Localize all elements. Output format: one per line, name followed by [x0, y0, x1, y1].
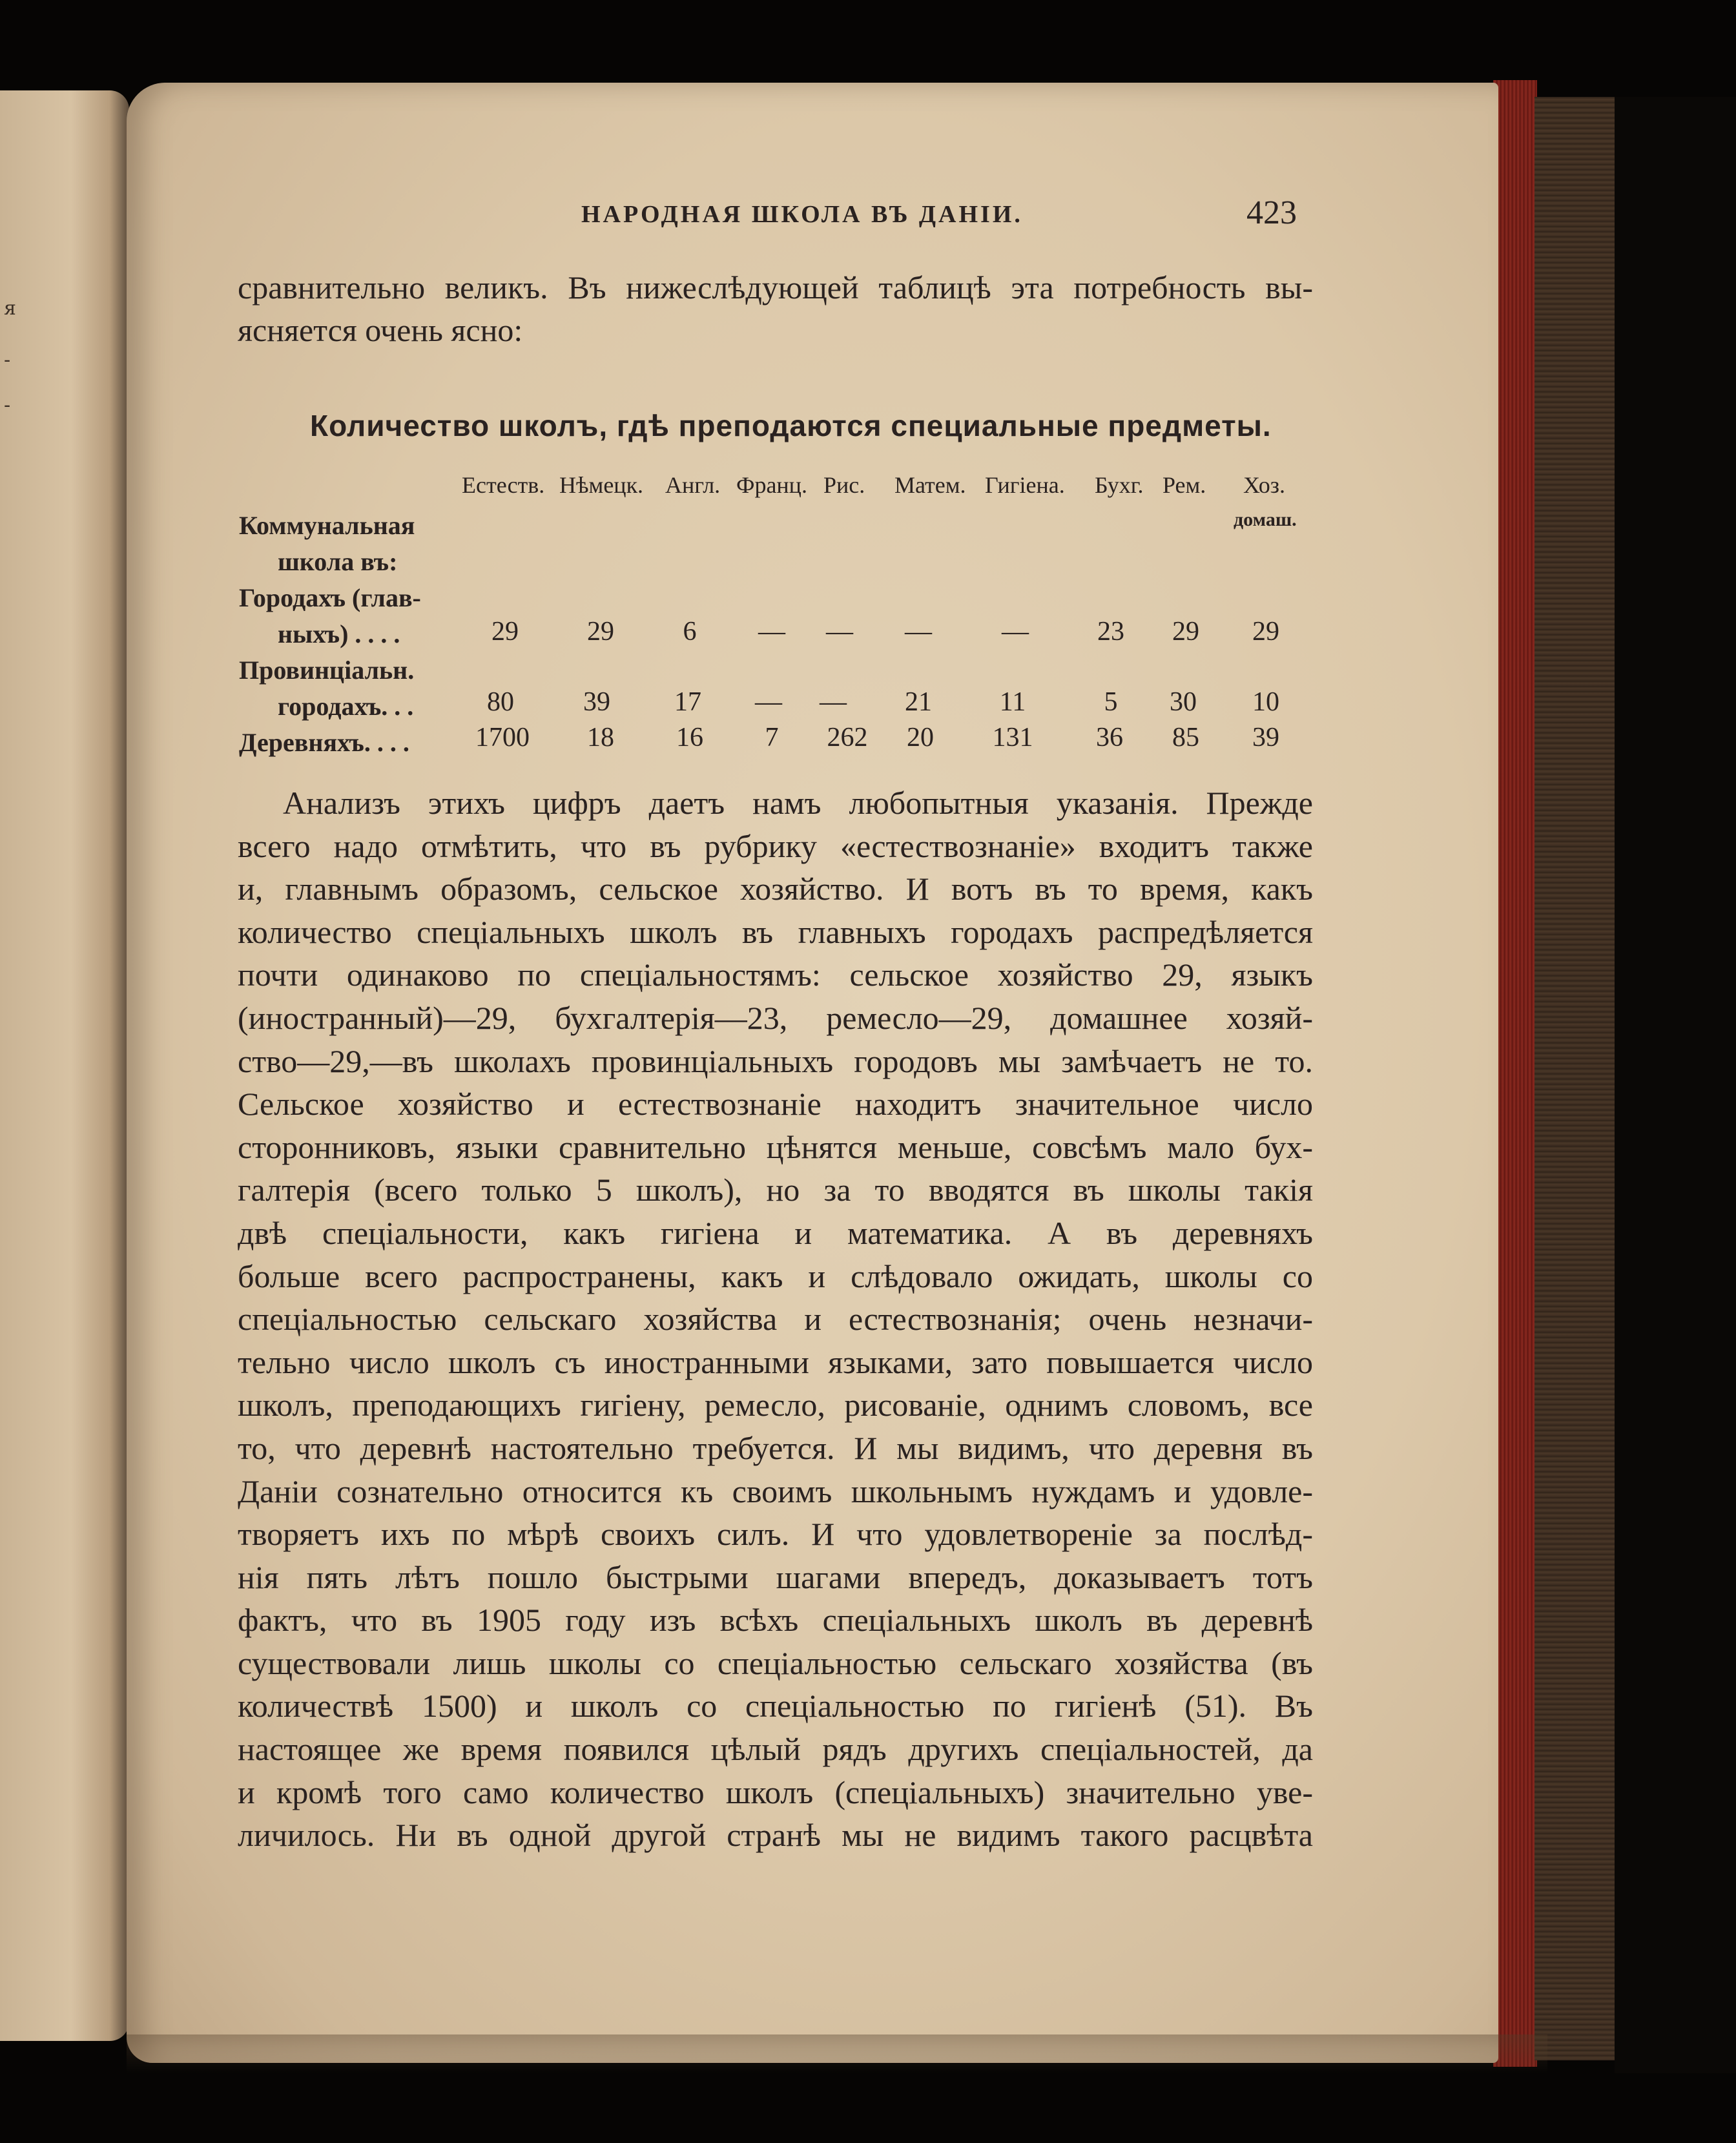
text-line: существовали лишь школы со спеціальностью сельскаго хозяйства (въ: [238, 1644, 1313, 1681]
text-line: ство—29,—въ школахъ провинціальныхъ городовъ мы замѣчаетъ не то.: [238, 1042, 1313, 1079]
table-cell: 18: [587, 723, 614, 752]
left-page-mark: я: [4, 297, 16, 320]
row-label: Провинціальн.: [239, 656, 415, 685]
book-spine: [1534, 97, 1618, 2060]
table-cell: 29: [491, 617, 519, 647]
column-header: Рем.: [1162, 472, 1206, 498]
table-cell: 11: [999, 687, 1026, 717]
table-cell: —: [1002, 617, 1029, 647]
text-line: всего надо отмѣтить, что въ рубрику «естествознаніе» входитъ также: [238, 827, 1313, 864]
row-label: Городахъ (глав-: [239, 583, 421, 612]
table-cell: 5: [1104, 687, 1118, 717]
table-cell: 20: [907, 723, 934, 752]
table-cell: —: [905, 617, 932, 647]
text-line: (иностранный)—29, бухгалтерія—23, ремесло—29, домашнее хозяй-: [238, 999, 1313, 1036]
text-line: творяетъ ихъ по мѣрѣ своихъ силъ. И что удовлетвореніе за послѣд-: [238, 1516, 1313, 1553]
text-line: сравнительно великъ. Въ нижеслѣдующей таблицѣ эта потребность вы-: [238, 269, 1313, 305]
table-cell: —: [758, 617, 785, 647]
table-cell: —: [820, 687, 847, 717]
column-header: Англ.: [665, 472, 721, 498]
table-cell: 39: [583, 687, 610, 717]
intro-paragraph: [238, 266, 1313, 351]
table-cell: —: [826, 617, 853, 647]
background-dark: [1615, 97, 1736, 2073]
table-cell: 23: [1097, 617, 1124, 647]
page-edges: [1493, 80, 1537, 2067]
text-line: фактъ, что въ 1905 году изъ всѣхъ спеціальныхъ школъ въ деревнѣ: [238, 1602, 1313, 1639]
text-line: галтерія (всего только 5 школъ), но за то вводятся въ школы такія: [238, 1172, 1313, 1208]
table-cell: 131: [992, 723, 1033, 752]
table-cell: 29: [587, 617, 614, 647]
column-header: Франц.: [736, 472, 807, 498]
row-label: городахъ. . .: [278, 692, 414, 721]
table-cell: 10: [1252, 687, 1279, 717]
table-cell: 17: [674, 687, 701, 717]
column-header: Матем.: [894, 472, 966, 498]
table-cell: 6: [683, 617, 697, 647]
table-cell: 80: [487, 687, 514, 717]
column-header: Хоз.: [1243, 472, 1285, 498]
stub-header: Коммунальная: [239, 511, 415, 540]
left-page-mark: -: [4, 394, 11, 417]
text-line: и, главнымъ образомъ, сельское хозяйство. И вотъ въ то время, какъ: [238, 871, 1313, 907]
text-line: настоящее же время появился цѣлый рядъ другихъ спеціальностей, да: [238, 1731, 1313, 1768]
column-header: Естеств.: [462, 472, 545, 498]
column-header: Бухг.: [1095, 472, 1144, 498]
text-line: Даніи сознательно относится къ своимъ школьнымъ нуждамъ и удовле-: [238, 1473, 1313, 1509]
table-cell: 1700: [475, 723, 530, 752]
page-bottom-shadow: [127, 2034, 1547, 2073]
table-cell: 36: [1096, 723, 1123, 752]
text-line: спеціальностью сельскаго хозяйства и естествознанія; очень незначи-: [238, 1301, 1313, 1338]
table-cell: 7: [765, 723, 779, 752]
table-title: Количество школъ, гдѣ преподаются специальные предметы.: [310, 409, 1272, 442]
column-header: Нѣмецк.: [559, 472, 644, 498]
row-label: ныхъ) . . . .: [278, 619, 400, 648]
text-line: то, что деревнѣ настоятельно требуется. И мы видимъ, что деревня въ: [238, 1429, 1313, 1466]
text-line: двѣ спеціальности, какъ гигіена и математика. А въ деревняхъ: [238, 1214, 1313, 1251]
text-line: личилось. Ни въ одной другой странѣ мы не видимъ такого расцвѣта: [238, 1817, 1313, 1854]
text-line: сторонниковъ, языки сравнительно цѣнятся меньше, совсѣмъ мало бух-: [238, 1128, 1313, 1165]
table-cell: 29: [1172, 617, 1199, 647]
table-cell: 21: [905, 687, 932, 717]
text-line: и кромѣ того само количество школъ (спеціальныхъ) значительно уве-: [238, 1774, 1313, 1810]
table-cell: 16: [676, 723, 703, 752]
stub-header: школа въ:: [278, 547, 398, 576]
text-line: нія пять лѣтъ пошло быстрыми шагами впередъ, доказываетъ тотъ: [238, 1558, 1313, 1595]
table-cell: —: [755, 687, 782, 717]
page-number: 423: [1246, 194, 1297, 231]
text-line: Сельское хозяйство и естествознаніе находитъ значительное число: [238, 1086, 1313, 1123]
text-line: почти одинаково по спеціальностямъ: сельское хозяйство 29, языкъ: [238, 957, 1313, 993]
column-header: Гигіена.: [985, 472, 1065, 498]
text-line: ясняется очень ясно:: [238, 312, 523, 348]
previous-page-fragment: [0, 90, 129, 2041]
text-line: школъ, преподающихъ гигіену, ремесло, рисованіе, однимъ словомъ, все: [238, 1387, 1313, 1423]
column-header: Рис.: [823, 472, 865, 498]
text-line: количествѣ 1500) и школъ со спеціальностью по гигіенѣ (51). Въ: [238, 1688, 1313, 1724]
table-cell: 85: [1172, 723, 1199, 752]
body-paragraph: [238, 782, 1313, 1857]
table-cell: 39: [1252, 723, 1279, 752]
table-cell: 262: [827, 723, 868, 752]
table-cell: 30: [1170, 687, 1197, 717]
text-line: количество спеціальныхъ школъ въ главныхъ городахъ распредѣляется: [238, 913, 1313, 950]
text-line: тельно число школъ съ иностранными языками, зато повышается число: [238, 1343, 1313, 1380]
table-cell: 29: [1252, 617, 1279, 647]
left-page-mark: -: [4, 349, 11, 371]
running-title: НАРОДНАЯ ШКОЛА ВЪ ДАНІИ.: [581, 201, 1023, 228]
row-label: Деревняхъ. . . .: [239, 728, 409, 757]
text-line: Анализъ этихъ цифръ даетъ намъ любопытныя указанія. Прежде: [283, 785, 1313, 821]
text-line: больше всего распространены, какъ и слѣдовало ожидать, школы со: [238, 1258, 1313, 1294]
column-header: домаш.: [1234, 509, 1297, 530]
